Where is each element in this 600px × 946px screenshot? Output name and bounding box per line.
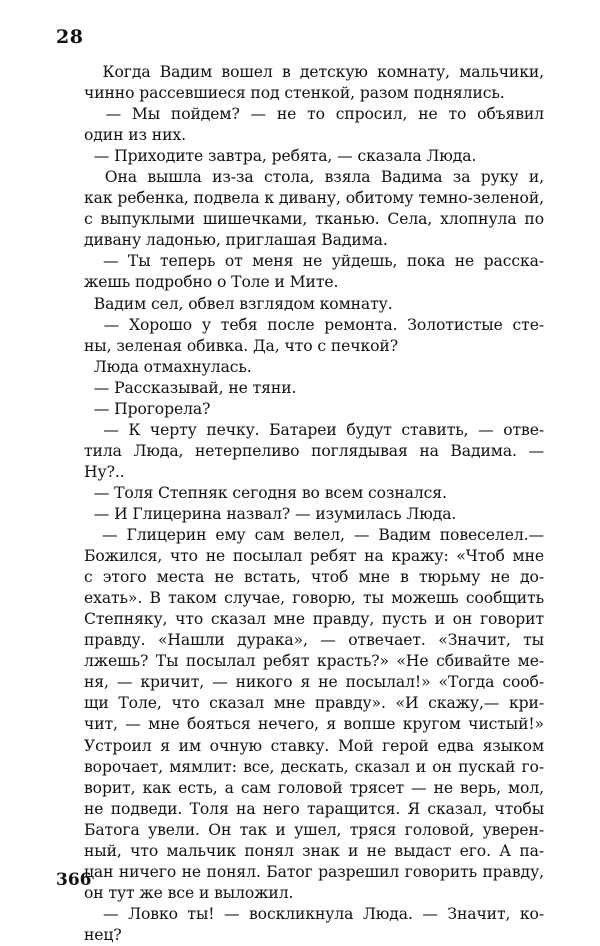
text-line: Вадим сел, обвел взглядом комнату.	[84, 294, 393, 313]
text-line: — Прогорела?	[84, 399, 211, 418]
text-line: — И Глицерина назвал? — изумилась Люда.	[84, 504, 457, 523]
text-line: один из них.	[84, 126, 186, 145]
text-line: ный, что мальчик понял знак и не выдаст его. А па-	[84, 841, 544, 860]
text-line: Божился, что не посылал ребят на кражу: «Чтоб мне	[84, 547, 544, 566]
text-line: ворит, как есть, а сам головой трясет — не верь, мол,	[84, 778, 544, 797]
text-line: ны, зеленая обивка. Да, что с печкой?	[84, 336, 398, 355]
text-line: — Мы пойдем? — не то спросил, не то объявил	[84, 105, 544, 124]
text-line: щи Толе, что сказал мне правду». «И скажу,— кри-	[84, 694, 544, 713]
footer-signature-number: 366	[56, 870, 92, 890]
text-line: — Рассказывай, не тяни.	[84, 378, 297, 397]
text-line: Ну?..	[84, 462, 125, 481]
text-line: он тут же все и выложил.	[84, 883, 294, 902]
text-line: — Приходите завтра, ребята, — сказала Люда.	[84, 147, 477, 166]
text-line: цан ничего не понял. Батог разрешил говорить правду,	[84, 862, 544, 881]
text-line: с этого места не встать, чтоб мне в тюрьму не до-	[84, 568, 544, 587]
text-line: — Ты теперь от меня не уйдешь, пока не расска-	[84, 252, 544, 271]
text-line: — Глицерин ему сам велел, — Вадим повеселел.—	[84, 526, 544, 545]
text-line: — Толя Степняк сегодня во всем сознался.	[84, 483, 447, 502]
text-line: Степняку, что сказал мне правду, пусть и он говорит	[84, 610, 544, 629]
text-line: чинно рассевшиеся под стенкой, разом поднялись.	[84, 84, 505, 103]
text-line: Батога увели. Он так и ушел, тряся головой, уверен-	[84, 820, 544, 839]
text-line: дивану ладонью, приглашая Вадима.	[84, 231, 388, 250]
text-line: жешь подробно о Толе и Мите.	[84, 273, 339, 292]
text-line: — К черту печку. Батареи будут ставить, — отве-	[84, 420, 544, 439]
text-line: тила Люда, нетерпеливо поглядывая на Вадима. —	[84, 441, 544, 460]
text-line: ня, — кричит, — никого я не посылал!» «Тогда сооб-	[84, 673, 544, 692]
text-line: Она вышла из-за стола, взяла Вадима за руку и,	[84, 168, 544, 187]
body-text	[84, 62, 544, 946]
text-line: ворочает, мямлит: все, дескать, сказал и он пускай го-	[84, 757, 544, 776]
text-line: — Ловко ты! — воскликнула Люда. — Значит, ко-	[84, 904, 544, 923]
text-line: лжешь? Ты посылал ребят красть?» «Не сбивайте ме-	[84, 652, 544, 671]
text-line: — Хорошо у тебя после ремонта. Золотистые сте-	[84, 315, 544, 334]
page-number: 28	[56, 26, 84, 48]
text-line: Люда отмахнулась.	[84, 357, 252, 376]
text-line: Когда Вадим вошел в детскую комнату, мальчики,	[84, 63, 544, 81]
text-line: не подведи. Толя на него таращится. Я сказал, чтобы	[84, 799, 544, 818]
text-line: Устроил я им очную ставку. Мой герой едва языком	[84, 736, 544, 755]
text-line: чит, — мне бояться нечего, я вопше кругом чистый!»	[84, 715, 544, 734]
text-line: нец?	[84, 925, 122, 944]
text-line: с выпуклыми шишечками, тканью. Села, хлопнула по	[84, 210, 544, 229]
text-line: как ребенка, подвела к дивану, обитому темно-зеленой,	[84, 189, 544, 208]
text-line: ехать». В таком случае, говорю, ты можешь сообщить	[84, 589, 544, 608]
text-line: правду. «Нашли дурака», — отвечает. «Значит, ты	[84, 631, 544, 650]
